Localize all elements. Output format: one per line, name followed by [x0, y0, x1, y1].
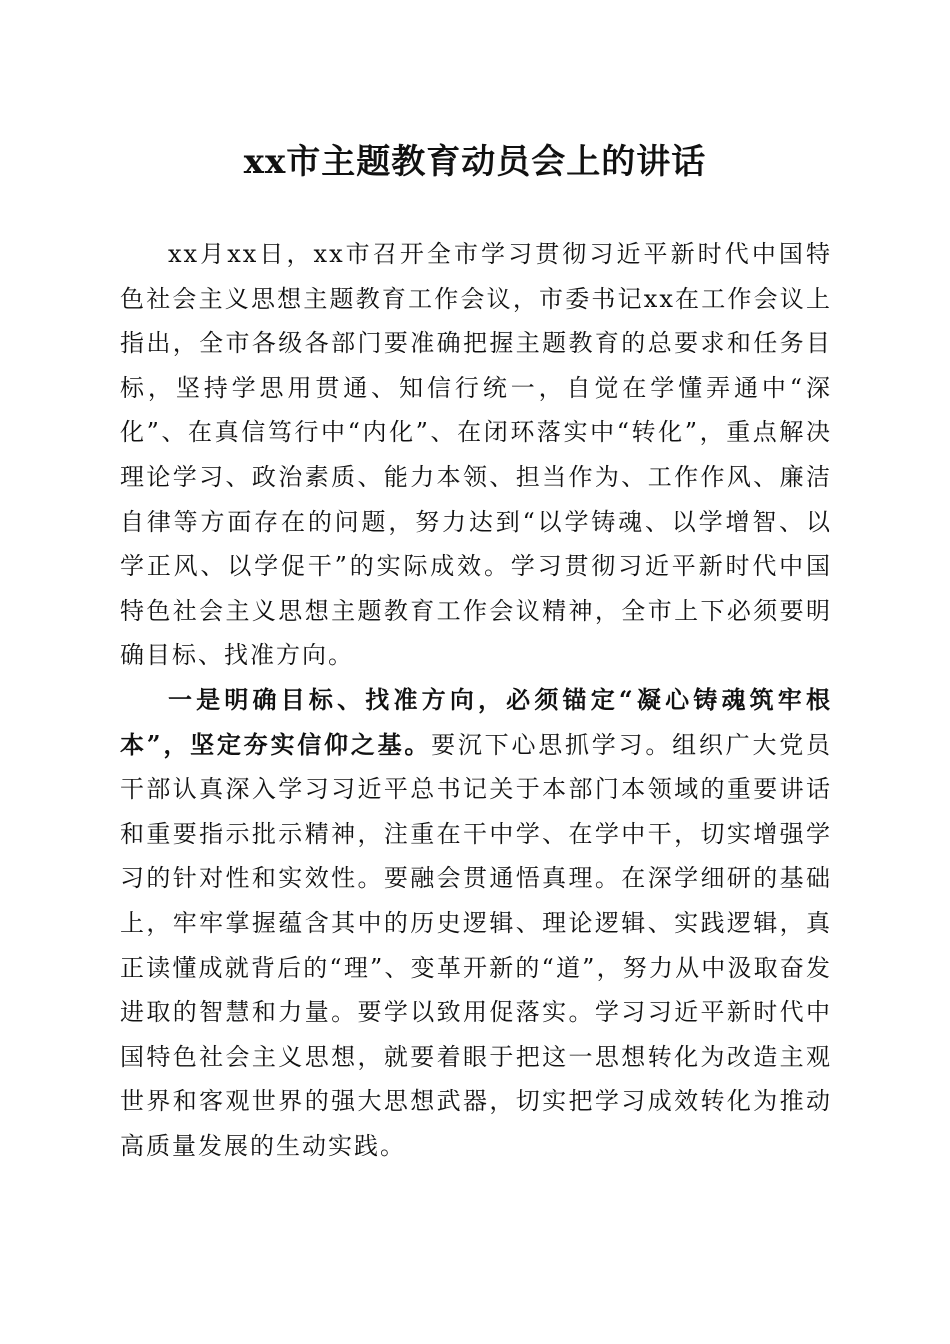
paragraph-point-one [120, 678, 832, 1169]
paragraph-intro [120, 232, 832, 678]
paragraph-point-one-text: 要沉下心思抓学习。组织广大党员干部认真深入学习习近平总书记关于本部门本领域的重要讲话和重要指示批示精神，注重在干中学、在学中干，切实增强学习的针对性和实效性。要融会贯通悟真理。在深学细研的基础上，牢牢掌握蕴含其中的历史逻辑、理论逻辑、实践逻辑，真正读懂成就背后的“理”、变革开新的“道”，努力从中汲取奋发进取的智慧和力量。要学以致用促落实。学习习近平新时代中国特色社会主义思想，就要着眼于把这一思想转化为改造主观世界和客观世界的强大思想武器，切实把学习成效转化为推动高质量发展的生动实践。 [120, 730, 832, 1160]
document-body [120, 232, 832, 1168]
paragraph-intro-text: xx月xx日，xx市召开全市学习贯彻习近平新时代中国特色社会主义思想主题教育工作会议，市委书记xx在工作会议上指出，全市各级各部门要准确把握主题教育的总要求和任务目标，坚持学思用贯通、知信行统一，自觉在学懂弄通中“深化”、在真信笃行中“内化”、在闭环落实中“转化”，重点解决理论学习、政治素质、能力本领、担当作为、工作作风、廉洁自律等方面存在的问题，努力达到“以学铸魂、以学增智、以学正风、以学促干”的实际成效。学习贯彻习近平新时代中国特色社会主义思想主题教育工作会议精神，全市上下必须要明确目标、找准方向。 [120, 240, 832, 670]
document-title: xx市主题教育动员会上的讲话 [243, 142, 707, 182]
paragraph-point-one-lead: 一是明确目标、找准方向，必须锚定“凝心铸魂筑牢根本”，坚定夯实信仰之基。 [120, 684, 832, 759]
